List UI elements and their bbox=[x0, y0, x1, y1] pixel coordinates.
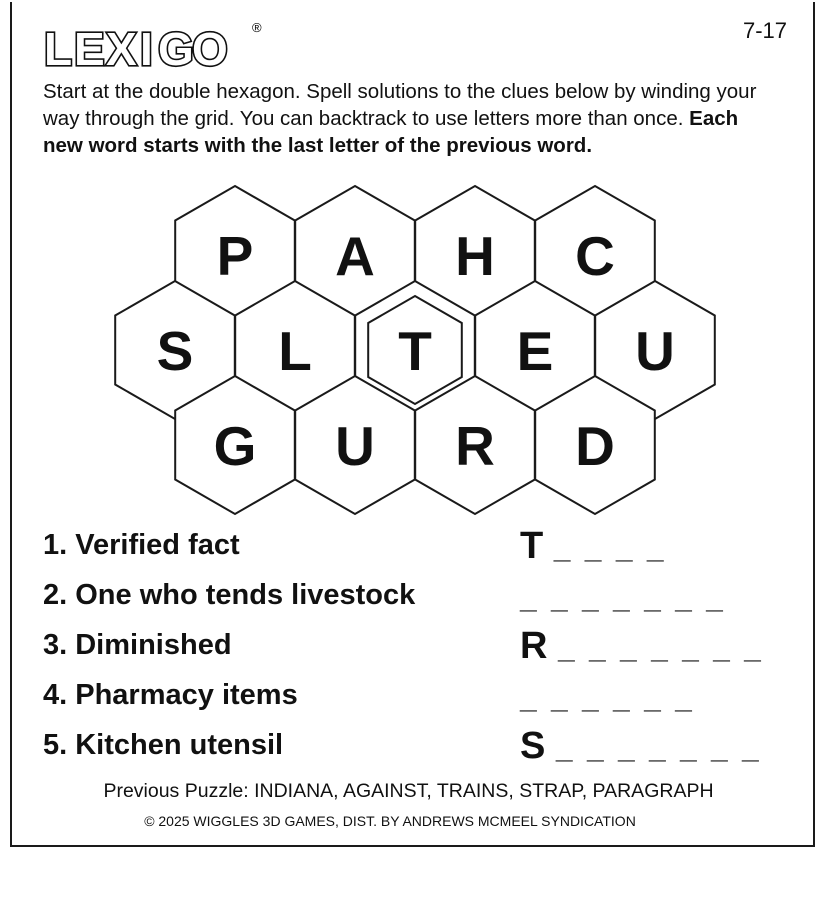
hex-letter: T bbox=[398, 320, 432, 382]
clue-row bbox=[43, 725, 803, 775]
clue-row bbox=[43, 575, 803, 625]
clue-text: 4. Pharmacy items bbox=[43, 679, 298, 711]
hex-letter: U bbox=[635, 320, 675, 382]
answer-blanks: _ _ _ _ bbox=[553, 532, 667, 565]
hex-letter: A bbox=[335, 225, 375, 287]
logo-letter: E bbox=[74, 23, 105, 74]
hex-letter: E bbox=[516, 320, 554, 382]
answer-slot[interactable] bbox=[520, 525, 667, 568]
hex-letter: D bbox=[575, 415, 615, 477]
hex-letter: H bbox=[455, 225, 495, 287]
logo-letter: X bbox=[106, 23, 137, 74]
clue-list bbox=[43, 525, 803, 775]
puzzle-date: 7-17 bbox=[742, 18, 787, 43]
previous-puzzle-answers: Previous Puzzle: INDIANA, AGAINST, TRAINS, STRAP, PARAGRAPH bbox=[103, 780, 714, 802]
clue-text: 5. Kitchen utensil bbox=[43, 729, 284, 761]
hex-letter: U bbox=[335, 415, 375, 477]
answer-blanks: _ _ _ _ _ _ _ bbox=[558, 632, 764, 665]
clue-row bbox=[43, 675, 803, 725]
answer-slot[interactable] bbox=[520, 575, 726, 618]
copyright-notice: © 2025 WIGGLES 3D GAMES, DIST. BY ANDREWS MCMEEL SYNDICATION bbox=[144, 813, 636, 829]
clue-text: 3. Diminished bbox=[43, 629, 232, 661]
hex-letter: G bbox=[213, 415, 257, 477]
answer-first-letter: T bbox=[520, 525, 544, 567]
answer-first-letter: R bbox=[520, 625, 548, 667]
registered-mark: ® bbox=[252, 20, 262, 35]
logo-letter: L bbox=[44, 23, 73, 74]
hex-letter: R bbox=[455, 415, 495, 477]
clue-row bbox=[43, 525, 803, 575]
logo-letter: G bbox=[158, 23, 194, 74]
hex-letter: C bbox=[575, 225, 615, 287]
logo-letter: I bbox=[140, 23, 153, 74]
logo-letter: O bbox=[192, 23, 228, 74]
answer-first-letter: S bbox=[520, 725, 546, 767]
instructions-text: Start at the double hexagon. Spell solutions to the clues below by winding your way through the grid. You can backtrack to use letters more than once. bbox=[43, 80, 757, 130]
clue-row bbox=[43, 625, 803, 675]
clue-text: 1. Verified fact bbox=[43, 529, 240, 561]
answer-blanks: _ _ _ _ _ _ _ bbox=[520, 582, 726, 615]
hex-letter: S bbox=[156, 320, 194, 382]
hex-letter: L bbox=[278, 320, 312, 382]
answer-blanks: _ _ _ _ _ _ _ bbox=[555, 732, 762, 765]
clue-text: 2. One who tends livestock bbox=[43, 579, 416, 611]
answer-slot[interactable] bbox=[520, 625, 764, 668]
answer-slot[interactable] bbox=[520, 675, 695, 718]
answer-slot[interactable] bbox=[520, 725, 762, 768]
hex-letter: P bbox=[216, 225, 254, 287]
instructions-bold-text: Each new word starts with the last letter of the previous word. bbox=[43, 107, 739, 157]
answer-blanks: _ _ _ _ _ _ bbox=[520, 682, 695, 715]
